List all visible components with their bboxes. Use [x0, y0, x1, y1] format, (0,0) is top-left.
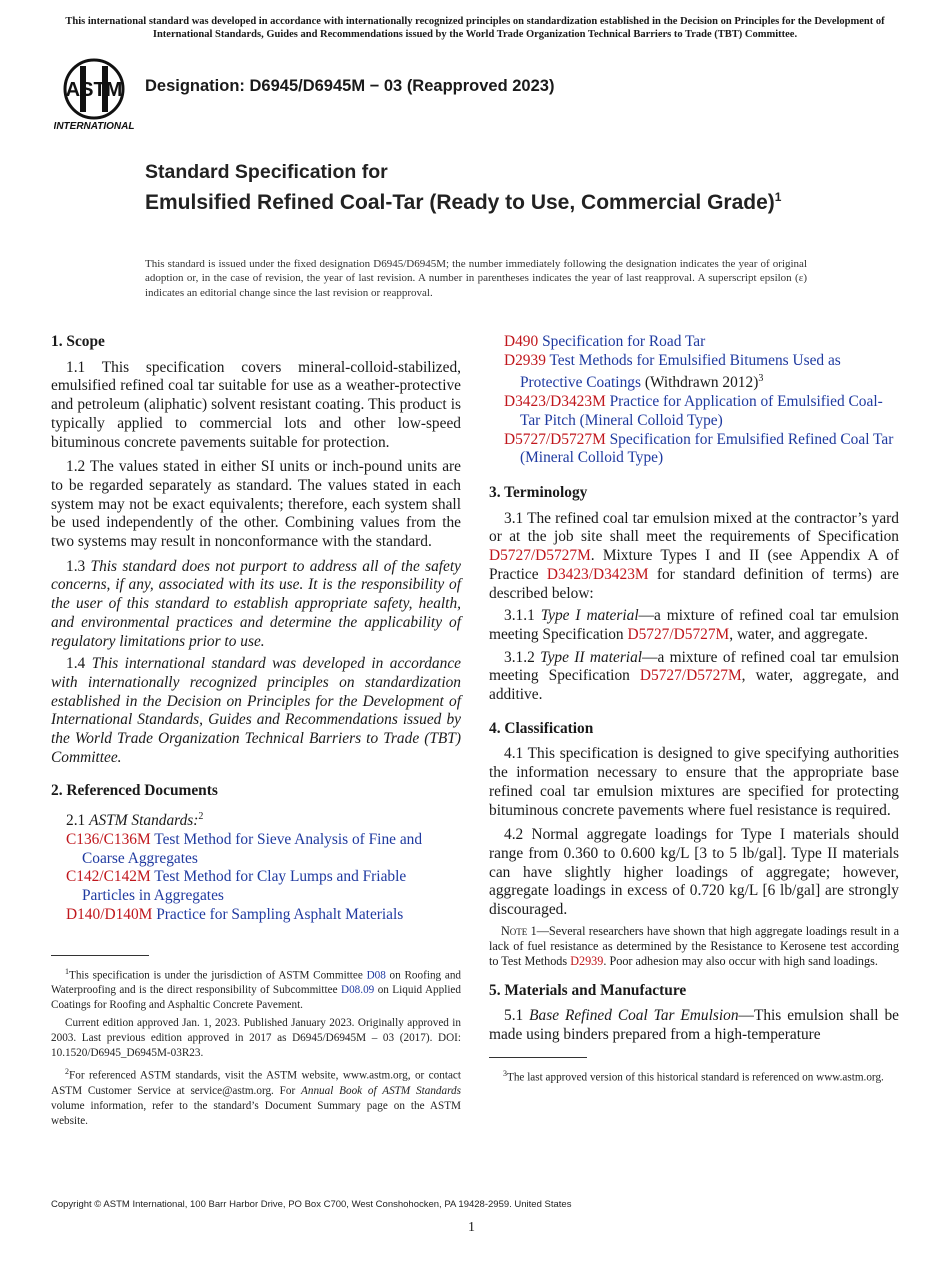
- ref-item[interactable]: [504, 393, 899, 430]
- section-heading-materials: 5. Materials and Manufacture: [489, 981, 687, 999]
- ref-item[interactable]: [504, 333, 899, 352]
- fn2-text-b: volume information, refer to the standard’s Document Summary page on the ASTM website.: [51, 1099, 461, 1127]
- ref-title[interactable]: Test Method for Clay Lumps and Friable Particles in Aggregates: [82, 868, 407, 905]
- ref-item[interactable]: [66, 868, 461, 905]
- title-footnote-mark: 1: [774, 190, 782, 204]
- terminology-3-1-1: [489, 607, 899, 644]
- ref-title[interactable]: Test Methods for Emulsified Bitumens Used as Protective Coatings: [520, 351, 841, 392]
- scope-1-3: [51, 558, 461, 652]
- fn1-mark: 1: [65, 966, 69, 976]
- footnote-2: [51, 1064, 461, 1129]
- term-3-1-1-term: Type I material: [540, 607, 639, 625]
- title-main: Emulsified Refined Coal-Tar (Ready to Use, Commercial Grade): [145, 191, 775, 214]
- top-notice: This international standard was developed in accordance with internationally recognized principles on standardization established in the Decision on Principles for the Development of International Standards, Guides and Recommendations issued by the World Trade Organization Technical Barriers to Trade (TBT) Committee.: [65, 16, 885, 40]
- term-3-1-link-1[interactable]: D5727/D5727M: [489, 547, 591, 565]
- ref-title[interactable]: Practice for Application of Emulsified Coal-Tar Pitch (Mineral Colloid Type): [520, 393, 883, 429]
- ref-code[interactable]: D5727/D5727M: [504, 430, 606, 448]
- document-title: [145, 160, 825, 216]
- title-line-1: Standard Specification for: [145, 161, 388, 183]
- ref-code[interactable]: C142/C142M: [66, 868, 151, 886]
- fn3-text: The last approved version of this historical standard is referenced on www.astm.org.: [507, 1071, 884, 1084]
- term-3-1-2-a: —a mixture of refined coal tar emulsion meeting Specification: [489, 648, 900, 685]
- footnote-1: [51, 964, 461, 1014]
- materials-5-1: [489, 1007, 899, 1044]
- fn2-mark: 2: [65, 1067, 69, 1077]
- ref-item[interactable]: [66, 831, 461, 868]
- footnote-divider: [51, 955, 149, 956]
- note-label: Note 1: [501, 923, 537, 938]
- term-3-1-2-num: 3.1.2: [504, 648, 541, 666]
- note-link[interactable]: D2939: [570, 954, 604, 969]
- fn1-link-subcommittee[interactable]: D08.09: [341, 984, 375, 997]
- term-3-1-2-link[interactable]: D5727/D5727M: [639, 667, 742, 685]
- footnote-1-edition: Current edition approved Jan. 1, 2023. Published January 2023. Originally approved in 2003. Last previous edition approved in 2017 as D6945/D6945M – 03 (2017). DOI: 10.1520/D6945_D6945M-03R23.: [51, 1017, 461, 1060]
- section-heading-referenced: 2. Referenced Documents: [51, 782, 218, 800]
- logo-subtext: INTERNATIONAL: [54, 121, 134, 132]
- left-column: [51, 333, 461, 1129]
- fn2-text-a: For referenced ASTM standards, visit the ASTM website, www.astm.org, or contact ASTM Customer Service at service@astm.org. For: [51, 1069, 461, 1097]
- term-3-1-a: 3.1 The refined coal tar emulsion mixed at the contractor’s yard or at the job site shall meet the requirements of Specification: [489, 509, 899, 546]
- note-1: [489, 924, 899, 970]
- ref-footnote-mark: 3: [758, 373, 764, 385]
- astm-standards-label: [51, 808, 461, 831]
- term-3-1-1-a: —a mixture of refined coal tar emulsion meeting Specification: [489, 607, 900, 643]
- note-text-b: . Poor adhesion may also occur with high sand loadings.: [603, 954, 878, 969]
- copyright-footer: Copyright © ASTM International, 100 Barr Harbor Drive, PO Box C700, West Conshohocken, PA 19428-2959. United States: [51, 1199, 572, 1210]
- classification-4-1: 4.1 This specification is designed to give specifying authorities the information necessary to ensure that the appropriate base refined coal tar emulsion mixtures are specified for protecting bituminous concrete pavements where fuel resistance is required.: [489, 745, 899, 819]
- intro-paragraph: This standard is issued under the fixed designation D6945/D6945M; the number immediately following the designation indicates the year of original adoption or, in the case of revision, the year of last revision. A number in parentheses indicates the year of last reapproval. A superscript epsilon (ε) indicates an editorial change since the last revision or reapproval.: [145, 258, 807, 299]
- term-3-1-b: . Mixture Types I and II (see Appendix A of Practice: [489, 547, 899, 583]
- fn3-mark: 3: [503, 1068, 507, 1078]
- section-heading-scope: 1. Scope: [51, 333, 105, 350]
- scope-1-3-text: This standard does not purport to address all of the safety concerns, if any, associated with its use. It is the responsibility of the user of this standard to establish appropriate safety, health, and environmental practices and determine the applicability of regulatory limitations prior to use.: [51, 557, 461, 650]
- title-line-2: [145, 184, 825, 216]
- designation: Designation: D6945/D6945M − 03 (Reapproved 2023): [145, 77, 555, 95]
- scope-1-4-num: 1.4: [66, 655, 86, 673]
- materials-5-1-term: Base Refined Coal Tar Emulsion: [529, 1007, 739, 1025]
- footnote-3: [489, 1066, 899, 1086]
- term-3-1-2-b: , water, aggregate, and additive.: [489, 667, 899, 704]
- section-heading-terminology: 3. Terminology: [489, 484, 588, 502]
- fn1-link-committee[interactable]: D08: [366, 969, 386, 982]
- note-text-a: —Several researchers have shown that high aggregate loadings result in a lack of fuel resistance as determined by the Resistance to Kerosene test according to Test Methods: [489, 923, 899, 969]
- ref-title[interactable]: Specification for Road Tar: [542, 333, 706, 350]
- logo-text: ASTM: [65, 79, 123, 101]
- astm-standards-num: 2.1: [66, 812, 86, 830]
- term-3-1-1-b: , water, and aggregate.: [729, 625, 868, 643]
- right-column: [489, 333, 899, 1086]
- ref-code[interactable]: D140/D140M: [66, 905, 153, 923]
- ref-item[interactable]: [504, 431, 899, 468]
- fn2-italic: Annual Book of ASTM Standards: [301, 1084, 461, 1097]
- ref-title[interactable]: Practice for Sampling Asphalt Materials: [156, 905, 404, 923]
- ref-code[interactable]: D3423/D3423M: [504, 393, 606, 411]
- page-number: 1: [468, 1220, 475, 1235]
- fn1-text-a: This specification is under the jurisdiction of ASTM Committee: [69, 969, 367, 982]
- ref-code[interactable]: C136/C136M: [66, 831, 151, 848]
- fn1-text-c: on Liquid Applied Coatings for Roofing and Asphaltic Concrete Pavement.: [51, 984, 461, 1012]
- ref-withdrawn: (Withdrawn 2012): [640, 374, 759, 392]
- ref-item[interactable]: [504, 352, 899, 394]
- term-3-1-1-link[interactable]: D5727/D5727M: [627, 625, 730, 643]
- term-3-1-1-num: 3.1.1: [504, 607, 541, 625]
- footnote-divider-right: [489, 1057, 587, 1058]
- astm-standards-mark: 2: [198, 811, 204, 823]
- astm-logo-graphic: [54, 56, 134, 134]
- section-heading-classification: 4. Classification: [489, 719, 594, 737]
- scope-1-3-num: 1.3: [66, 557, 86, 575]
- materials-5-1-num: 5.1: [504, 1007, 530, 1025]
- ref-title[interactable]: Test Method for Sieve Analysis of Fine and Coarse Aggregates: [82, 831, 423, 867]
- terminology-3-1-2: [489, 649, 899, 705]
- term-3-1-c: for standard definition of terms) are described below:: [489, 565, 899, 602]
- ref-code[interactable]: D490: [504, 333, 539, 350]
- astm-logo: [54, 56, 134, 134]
- ref-item[interactable]: [66, 906, 461, 925]
- term-3-1-link-2[interactable]: D3423/D3423M: [546, 565, 649, 583]
- classification-4-2: 4.2 Normal aggregate loadings for Type I materials should range from 0.360 to 0.600 kg/L [3 to 5 lb/gal]. Type II materials can have slightly higher loadings of aggregate; however, aggregate loadings in excess of 0.720 kg/L [6 lb/gal] are strongly discouraged.: [489, 826, 899, 919]
- scope-1-1: 1.1 This specification covers mineral-colloid-stabilized, emulsified refined coal tar suitable for use as a weather-protective and petroleum (aliphatic) solvent resistant coating. This product is typically applied to commercial lots and other low-speed bituminous concrete pavements suitable for protection.: [51, 358, 461, 451]
- ref-code[interactable]: D2939: [504, 351, 546, 369]
- astm-standards-title: ASTM Standards:: [89, 812, 199, 830]
- ref-title[interactable]: Specification for Emulsified Refined Coal Tar (Mineral Colloid Type): [520, 430, 894, 467]
- materials-5-1-text: —This emulsion shall be made using binders prepared from a high-temperature: [489, 1007, 899, 1044]
- terminology-3-1: [489, 510, 899, 604]
- scope-1-4: [51, 655, 461, 767]
- scope-1-4-text: This international standard was developed in accordance with internationally recognized principles on standardization established in the Decision on Principles for the Development of International Standards, Guides and Recommendations issued by the World Trade Organization Technical Barriers to Trade (TBT) Committee.: [51, 655, 461, 766]
- fn1-text-b: on Roofing and Waterproofing and is the direct responsibility of Subcommittee: [51, 969, 462, 997]
- scope-1-2: 1.2 The values stated in either SI units or inch-pound units are to be regarded separately as standard. The values stated in each system may not be exact equivalents; therefore, each system shall be used independently of the other. Combining values from the two systems may result in nonconformance with the standard.: [51, 458, 461, 551]
- term-3-1-2-term: Type II material: [540, 648, 643, 666]
